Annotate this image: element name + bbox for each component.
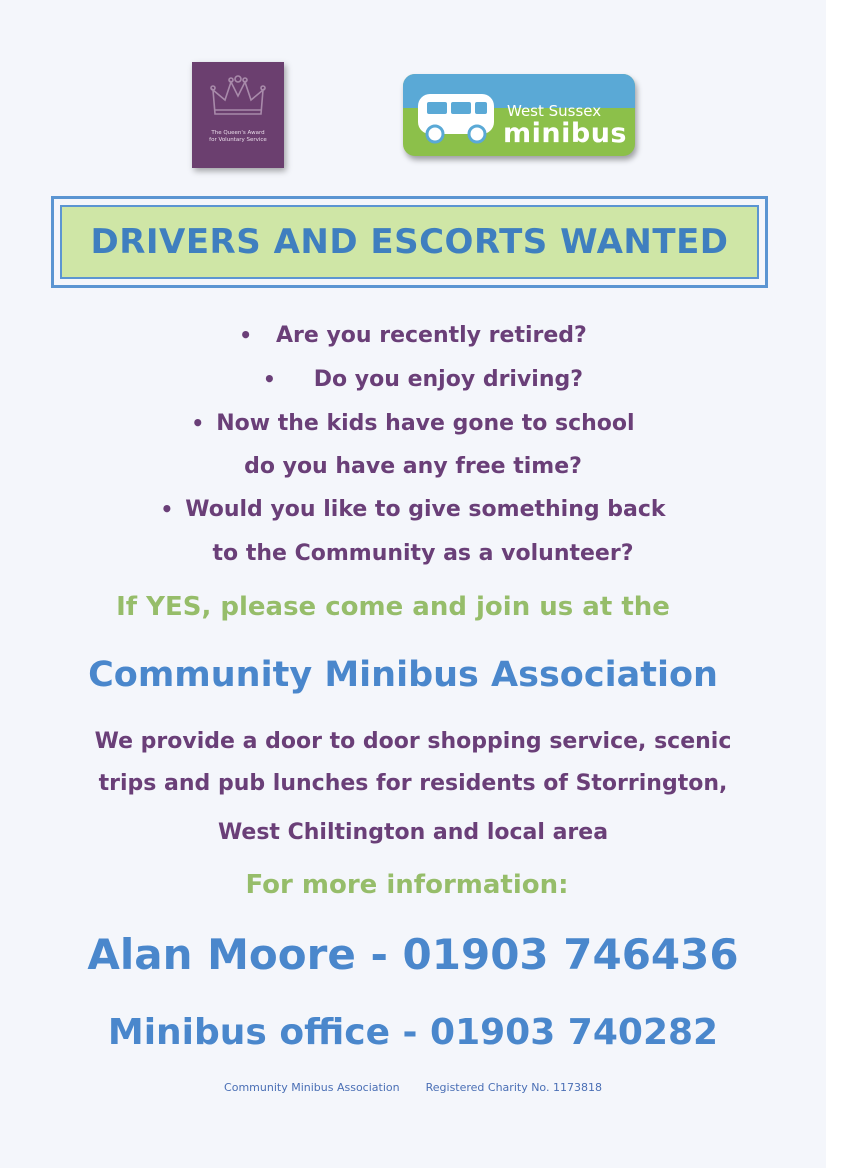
question-4-cont — [0, 541, 826, 566]
footer — [0, 1081, 826, 1094]
description-line-3: West Chiltington and local area — [217, 820, 609, 845]
question-text: to the Community as a volunteer? — [212, 541, 634, 566]
question-text: Do you enjoy driving? — [313, 367, 584, 392]
banner-title: DRIVERS AND ESCORTS WANTED — [90, 222, 729, 262]
question-text: do you have any free time? — [244, 454, 582, 479]
organisation-name: Community Minibus Association — [88, 655, 718, 695]
logo-region: West Sussex — [507, 102, 602, 120]
description-line-1: We provide a door to door shopping service, scenic — [94, 729, 732, 754]
invite-text: If YES, please come and join us at the — [116, 592, 670, 622]
question-3-cont — [0, 454, 826, 479]
logo-name: minibus — [503, 118, 627, 149]
question-1 — [0, 323, 826, 348]
contact-minibus-office: Minibus office - 01903 740282 — [107, 1012, 719, 1053]
award-line-1: The Queen's Award — [211, 130, 265, 136]
question-4 — [0, 497, 826, 522]
more-info-heading: For more information: — [245, 870, 569, 900]
banner-inner — [60, 205, 759, 279]
question-text: Are you recently retired? — [276, 323, 587, 348]
bullet: • — [191, 411, 205, 435]
bullet: • — [239, 323, 252, 347]
crown-icon — [207, 74, 269, 120]
question-2 — [0, 367, 826, 392]
question-3 — [0, 411, 826, 436]
footer-org: Community Minibus Association — [224, 1081, 400, 1094]
footer-charity: Registered Charity No. 1173818 — [425, 1081, 602, 1094]
minibus-icon — [415, 86, 501, 148]
question-text: Would you like to give something back — [185, 497, 666, 522]
headline-banner — [51, 196, 768, 288]
award-line-2: for Voluntary Service — [209, 137, 267, 143]
page-edge — [826, 0, 848, 1168]
west-sussex-minibus-logo — [403, 74, 635, 156]
question-text: Now the kids have gone to school — [216, 411, 635, 436]
bullet: • — [160, 497, 174, 521]
bullet: • — [262, 367, 276, 391]
contact-alan-moore: Alan Moore - 01903 746436 — [87, 930, 739, 979]
description-line-2: trips and pub lunches for residents of Storrington, — [98, 771, 728, 796]
queens-award-logo — [192, 62, 284, 168]
